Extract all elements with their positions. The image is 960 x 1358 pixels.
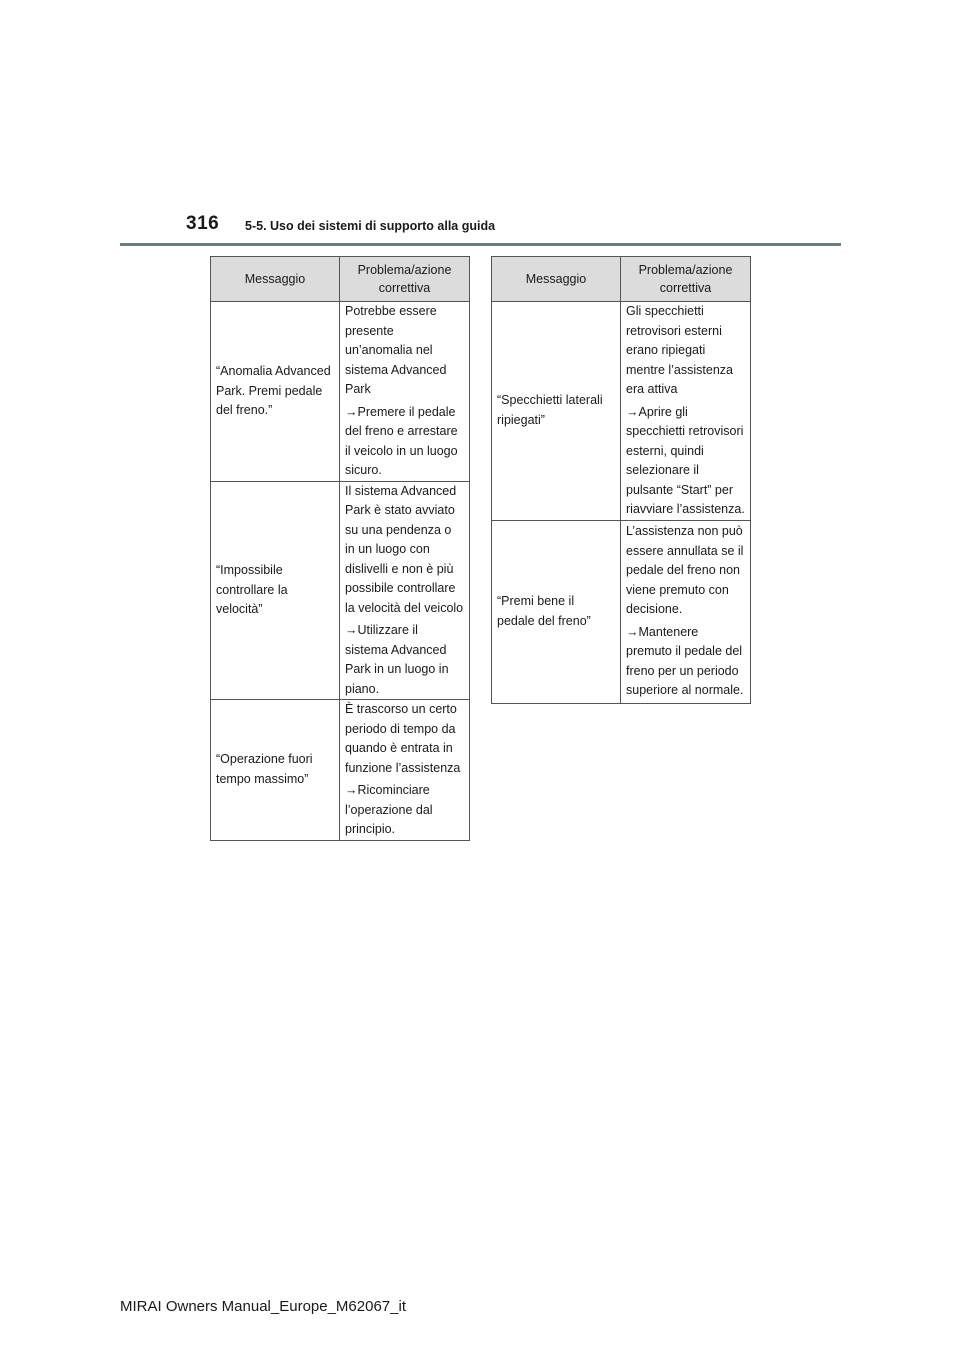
message-cell: “Premi bene il pedale del freno” — [492, 520, 621, 703]
problem-cell — [340, 700, 470, 841]
table-row — [211, 700, 470, 841]
problem-text: È trascorso un certo periodo di tempo da quando è entrata in funzione l’assistenza — [345, 702, 461, 775]
action-text: → Utilizzare il sistema Advanced Park in un luogo in piano. — [345, 621, 464, 699]
problem-cell — [621, 520, 751, 703]
column-header-message: Messaggio — [211, 257, 340, 302]
problem-cell — [340, 481, 470, 700]
problem-text: Gli specchietti retrovisori esterni erano ripiegati mentre l’assistenza era attiva — [626, 304, 733, 396]
footer-manual-id: MIRAI Owners Manual_Europe_M62067_it — [120, 1298, 406, 1315]
action-text: → Premere il pedale del freno e arrestare il veicolo in un luogo sicuro. — [345, 403, 464, 481]
header-rule — [120, 243, 841, 246]
table-row — [211, 302, 470, 482]
problem-text: Il sistema Advanced Park è stato avviato su una pendenza o in un luogo con dislivelli e non è più possibile controllare la velocità del veicolo — [345, 483, 464, 615]
action-text: → Ricominciare l’operazione dal principio. — [345, 781, 464, 840]
page-number: 316 — [186, 213, 220, 234]
action-text: → Mantenere premuto il pedale del freno per un periodo superiore al normale. — [626, 623, 745, 701]
message-cell: “Operazione fuori tempo massimo” — [211, 700, 340, 841]
message-table-left — [210, 256, 470, 841]
section-title: 5-5. Uso dei sistemi di supporto alla guida — [245, 219, 496, 233]
message-cell: “Specchietti laterali ripiegati” — [492, 302, 621, 521]
table-row — [211, 481, 470, 700]
message-table-right — [491, 256, 751, 704]
message-cell: “Impossibile controllare la velocità” — [211, 481, 340, 700]
problem-text: Potrebbe essere presente un’anomalia nel sistema Advanced Park — [345, 304, 447, 396]
problem-cell — [621, 302, 751, 521]
column-header-problem: Problema/azione correttiva — [621, 257, 751, 302]
table-header-row — [492, 257, 751, 302]
column-header-message: Messaggio — [492, 257, 621, 302]
table-row — [492, 302, 751, 521]
problem-cell — [340, 302, 470, 482]
table-row — [492, 520, 751, 703]
problem-text: L’assistenza non può essere annullata se il pedale del freno non viene premuto con decisione. — [626, 524, 744, 617]
column-header-problem: Problema/azione correttiva — [340, 257, 470, 302]
message-cell: “Anomalia Advanced Park. Premi pedale del freno.” — [211, 302, 340, 482]
table-header-row — [211, 257, 470, 302]
action-text: → Aprire gli specchietti retrovisori esterni, quindi selezionare il pulsante “Start” per riavviare l’assistenza. — [626, 403, 745, 520]
